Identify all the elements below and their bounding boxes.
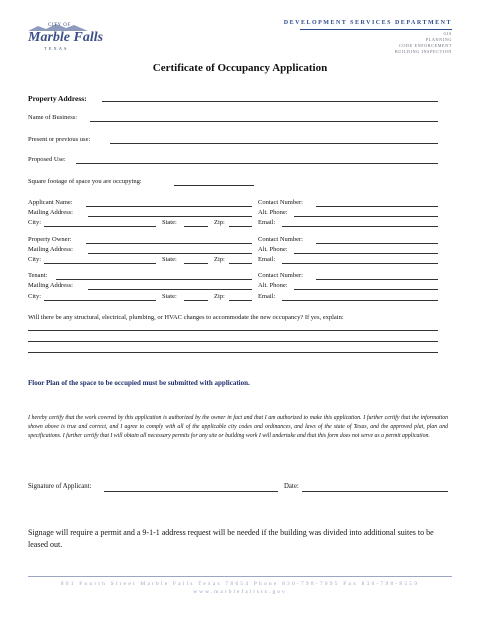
owner-mailing-label: Mailing Address:	[28, 246, 73, 253]
property-address-field[interactable]	[102, 101, 438, 102]
division-gis: GIS	[443, 31, 452, 36]
owner-city-field[interactable]	[44, 263, 156, 264]
applicant-zip-label: Zip:	[214, 219, 225, 226]
owner-contact-field[interactable]	[316, 243, 438, 244]
business-name-field[interactable]	[90, 121, 438, 122]
division-planning: PLANNING	[425, 37, 452, 42]
square-footage-field[interactable]	[174, 185, 254, 186]
tenant-city-label: City:	[28, 293, 42, 300]
tenant-name-label: Tenant:	[28, 272, 48, 279]
certification-statement: I hereby certify that the work covered by this application is authorized by the owner in fact and that I am authorized to make this application. I further certify that the information shown above is true and correct, and I agree to comply with all of the applicable city codes and ordinances, and laws of the state of Texas, and the approved plat, plan and specifications. I further certify that I will obtain all necessary permits for any site or building work I will undertake and that this form does not serve as a permit application.	[28, 415, 448, 439]
tenant-contact-field[interactable]	[316, 279, 438, 280]
changes-explain-line-1[interactable]	[28, 330, 438, 331]
tenant-state-label: State:	[162, 293, 177, 300]
logo-city-of: CITY OF	[48, 23, 71, 28]
department-divisions	[395, 31, 452, 55]
applicant-email-label: Email:	[258, 219, 276, 226]
applicant-city-label: City:	[28, 219, 42, 226]
changes-explain-line-3[interactable]	[28, 352, 438, 353]
department-name: DEVELOPMENT SERVICES DEPARTMENT	[283, 20, 452, 26]
applicant-state-label: State:	[162, 219, 177, 226]
owner-mailing-field[interactable]	[88, 253, 252, 254]
tenant-city-field[interactable]	[44, 300, 156, 301]
changes-explain-line-2[interactable]	[28, 341, 438, 342]
applicant-city-field[interactable]	[44, 226, 156, 227]
owner-state-label: State:	[162, 256, 177, 263]
tenant-zip-label: Zip:	[214, 293, 225, 300]
owner-contact-label: Contact Number:	[258, 236, 303, 243]
tenant-email-field[interactable]	[282, 300, 438, 301]
tenant-mailing-label: Mailing Address:	[28, 282, 73, 289]
signature-field[interactable]	[104, 491, 278, 492]
owner-name-field[interactable]	[86, 243, 252, 244]
tenant-contact-label: Contact Number:	[258, 272, 303, 279]
business-name-label: Name of Business:	[28, 114, 78, 121]
owner-alt-phone-label: Alt. Phone:	[258, 246, 288, 253]
owner-email-field[interactable]	[282, 263, 438, 264]
logo-city-name: Marble Falls	[28, 30, 104, 45]
applicant-mailing-label: Mailing Address:	[28, 209, 73, 216]
logo-state: TEXAS	[44, 46, 69, 51]
signage-note: Signage will require a permit and a 9-1-1 address request will be needed if the building was divided into additional suites to be leased out.	[28, 528, 434, 549]
applicant-alt-phone-label: Alt. Phone:	[258, 209, 288, 216]
owner-city-label: City:	[28, 256, 42, 263]
square-footage-label: Square footage of space you are occupying:	[28, 178, 142, 185]
proposed-use-field[interactable]	[76, 163, 438, 164]
tenant-mailing-field[interactable]	[88, 289, 252, 290]
tenant-alt-phone-field[interactable]	[294, 289, 438, 290]
present-use-label: Present or previous use:	[28, 136, 91, 143]
owner-zip-label: Zip:	[214, 256, 225, 263]
applicant-contact-label: Contact Number:	[258, 199, 303, 206]
tenant-alt-phone-label: Alt. Phone:	[258, 282, 288, 289]
footer-website: www.marblefallstx.gov	[193, 589, 287, 595]
applicant-mailing-field[interactable]	[88, 216, 252, 217]
proposed-use-label: Proposed Use:	[28, 156, 66, 163]
date-field[interactable]	[302, 491, 448, 492]
applicant-alt-phone-field[interactable]	[294, 216, 438, 217]
present-use-field[interactable]	[110, 143, 438, 144]
owner-name-label: Property Owner:	[28, 236, 72, 243]
applicant-state-field[interactable]	[184, 226, 208, 227]
division-code-enforcement: CODE ENFORCEMENT	[399, 43, 452, 48]
applicant-contact-field[interactable]	[316, 206, 438, 207]
date-label: Date:	[284, 483, 299, 490]
header-rule	[300, 29, 452, 30]
tenant-email-label: Email:	[258, 293, 276, 300]
tenant-state-field[interactable]	[184, 300, 208, 301]
signature-label: Signature of Applicant:	[28, 483, 92, 490]
owner-email-label: Email:	[258, 256, 276, 263]
owner-state-field[interactable]	[184, 263, 208, 264]
footer-rule	[28, 576, 452, 577]
property-address-label: Property Address:	[28, 94, 87, 103]
owner-alt-phone-field[interactable]	[294, 253, 438, 254]
applicant-email-field[interactable]	[282, 226, 438, 227]
form-title: Certificate of Occupancy Application	[152, 62, 328, 74]
applicant-name-field[interactable]	[86, 206, 252, 207]
floor-plan-notice: Floor Plan of the space to be occupied must be submitted with application.	[28, 379, 250, 387]
owner-zip-field[interactable]	[229, 263, 252, 264]
tenant-name-field[interactable]	[56, 279, 252, 280]
tenant-zip-field[interactable]	[229, 300, 252, 301]
applicant-zip-field[interactable]	[229, 226, 252, 227]
changes-question: Will there be any structural, electrical, plumbing, or HVAC changes to accommodate the new occupancy? If yes, explain:	[28, 314, 344, 321]
division-building-inspection: BUILDING INSPECTION	[394, 49, 452, 54]
applicant-name-label: Applicant Name:	[28, 199, 73, 206]
footer-address: 801 Fourth Street Marble Falls Texas 78654 Phone 830-798-7095 Fax 830-798-8559	[60, 581, 420, 587]
